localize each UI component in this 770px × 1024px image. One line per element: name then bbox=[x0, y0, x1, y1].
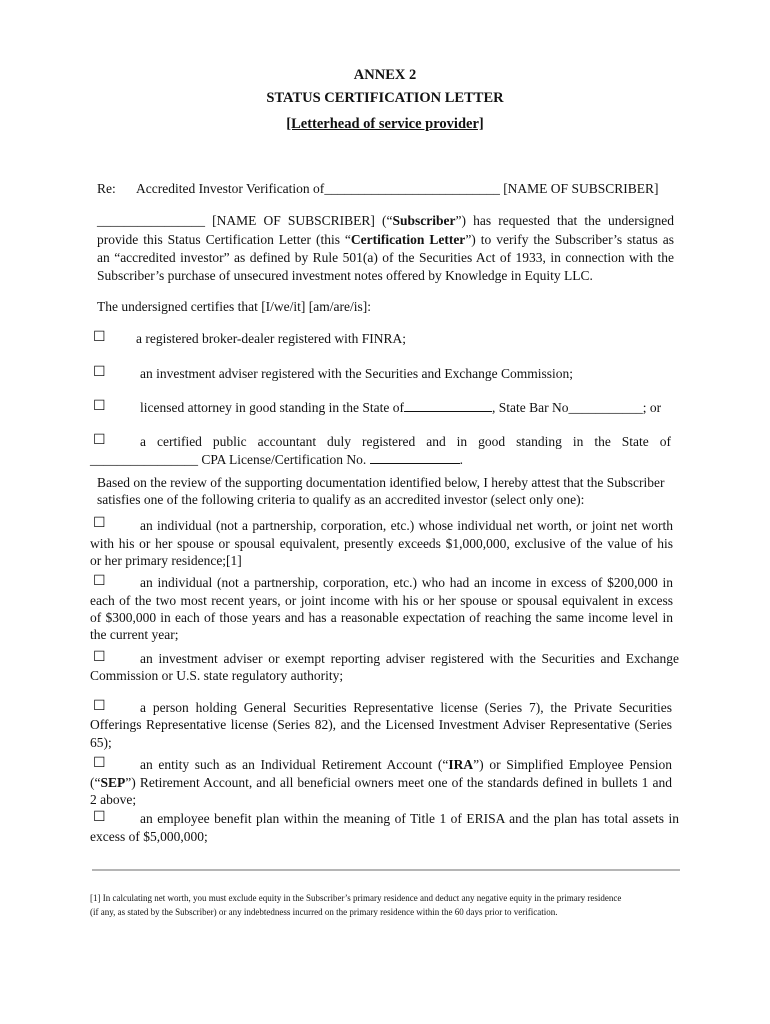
bar-number-field[interactable]: ___________ bbox=[568, 400, 643, 415]
criterion-erisa-line-1: an employee benefit plan within the meaning of Title 1 of ERISA and the plan has total assets in bbox=[140, 811, 679, 826]
criterion-income-line-3: of $300,000 in each of those years and has a reasonable expectation of reaching the same income level in bbox=[90, 610, 673, 625]
criterion-adviser-line-1: an investment adviser or exempt reporting adviser registered with the Securities and Exchange bbox=[140, 651, 679, 666]
criterion-income-line-2: each of the two most recent years, or joint income with his or her spouse or spousal equivalent in excess bbox=[90, 593, 673, 608]
intro-line-2: provide this Status Certification Letter (this “Certification Letter”) to verify the Subscriber’s status as bbox=[97, 232, 674, 247]
criterion-erisa-line-2: excess of $5,000,000; bbox=[90, 829, 208, 844]
criterion-income-line-4: the current year; bbox=[90, 627, 179, 642]
criterion-ira-line-1: an entity such as an Individual Retirement Account (“IRA”) or Simplified Employee Pension bbox=[140, 757, 673, 772]
re-label: Re: bbox=[97, 181, 116, 196]
status-investment-adviser: an investment adviser registered with the Securities and Exchange Commission; bbox=[140, 366, 574, 381]
annex-heading: ANNEX 2 bbox=[353, 67, 417, 83]
checkbox-investment-adviser[interactable]: ☐ bbox=[93, 364, 106, 380]
re-subscriber: [NAME OF SUBSCRIBER] bbox=[503, 181, 659, 196]
checkbox-broker-dealer[interactable]: ☐ bbox=[93, 329, 106, 345]
criterion-income-line-1: an individual (not a partnership, corporation, etc.) who had an income in excess of $200,000 in bbox=[140, 575, 673, 590]
letterhead-placeholder: [Letterhead of service provider] bbox=[286, 116, 484, 132]
intro-line-3: an “accredited investor” as defined by Rule 501(a) of the Securities Act of 1933, in connection with the bbox=[97, 250, 674, 265]
cpa-license-field[interactable] bbox=[370, 452, 460, 464]
checkbox-license-holder[interactable]: ☐ bbox=[93, 698, 106, 714]
criterion-license-line-3: 65); bbox=[90, 735, 112, 750]
status-attorney: licensed attorney in good standing in the State of , State Bar No___________; or bbox=[140, 400, 662, 415]
checkbox-income[interactable]: ☐ bbox=[93, 573, 106, 589]
criterion-license-line-2: Offerings Representative license (Series 82), and the Licensed Investment Adviser Representative (Series bbox=[90, 717, 672, 732]
footnote-line-2: (if any, as stated by the Subscriber) or any indebtedness incurred on the primary residence within the 60 days prior to verification. bbox=[90, 907, 558, 917]
re-text: Accredited Investor Verification of bbox=[136, 181, 325, 196]
status-cpa-line-2: ________________ CPA License/Certification No. . bbox=[90, 452, 463, 467]
criterion-net-worth-line-3: or her primary residence;[1] bbox=[90, 553, 242, 568]
checkbox-erisa-plan[interactable]: ☐ bbox=[93, 809, 106, 825]
document-title: STATUS CERTIFICATION LETTER bbox=[266, 90, 504, 106]
footnote-line-1: [1] In calculating net worth, you must exclude equity in the Subscriber’s primary residence and deduct any negative equity in the primary residence bbox=[90, 893, 622, 903]
criterion-license-line-1: a person holding General Securities Representative license (Series 7), the Private Securities bbox=[140, 700, 672, 715]
checkbox-registered-adviser[interactable]: ☐ bbox=[93, 649, 106, 665]
status-cpa-line-1: a certified public accountant duly registered and in good standing in the State of bbox=[140, 434, 671, 449]
criterion-ira-line-2: (“SEP”) Retirement Account, and all beneficial owners meet one of the standards defined in bullets 1 and bbox=[90, 775, 672, 790]
checkbox-net-worth[interactable]: ☐ bbox=[93, 515, 106, 531]
subscriber-name-blank[interactable]: ________________ bbox=[97, 213, 205, 228]
review-line-1: Based on the review of the supporting documentation identified below, I hereby attest that the Subscriber bbox=[97, 475, 665, 490]
footnote-divider bbox=[92, 869, 680, 871]
criterion-adviser-line-2: Commission or U.S. state regulatory authority; bbox=[90, 668, 344, 683]
status-broker-dealer: a registered broker-dealer registered with FINRA; bbox=[136, 331, 406, 346]
checkbox-cpa[interactable]: ☐ bbox=[93, 432, 106, 448]
criterion-net-worth-line-1: an individual (not a partnership, corporation, etc.) whose individual net worth, or joint net worth bbox=[140, 518, 673, 533]
certifies-statement: The undersigned certifies that [I/we/it] [am/are/is]: bbox=[97, 299, 372, 314]
intro-line-1: ________________ [NAME OF SUBSCRIBER] (“Subscriber”) has requested that the undersigned bbox=[97, 213, 675, 228]
checkbox-ira-sep[interactable]: ☐ bbox=[93, 755, 106, 771]
criterion-net-worth-line-2: with his or her spouse or spousal equivalent, presently exceeds $1,000,000, exclusive of the value of his bbox=[90, 536, 673, 551]
re-blank[interactable]: __________________________ bbox=[324, 181, 500, 196]
cpa-state-field[interactable]: ________________ bbox=[90, 452, 198, 467]
criterion-ira-line-3: 2 above; bbox=[90, 792, 137, 807]
attorney-state-field[interactable] bbox=[404, 400, 492, 412]
review-line-2: satisfies one of the following criteria to qualify as an accredited investor (select only one): bbox=[97, 492, 585, 507]
re-line bbox=[136, 181, 658, 197]
intro-line-4: Subscriber’s purchase of unsecured investment notes offered by Knowledge in Equity LLC. bbox=[97, 268, 593, 283]
checkbox-attorney[interactable]: ☐ bbox=[93, 398, 106, 414]
